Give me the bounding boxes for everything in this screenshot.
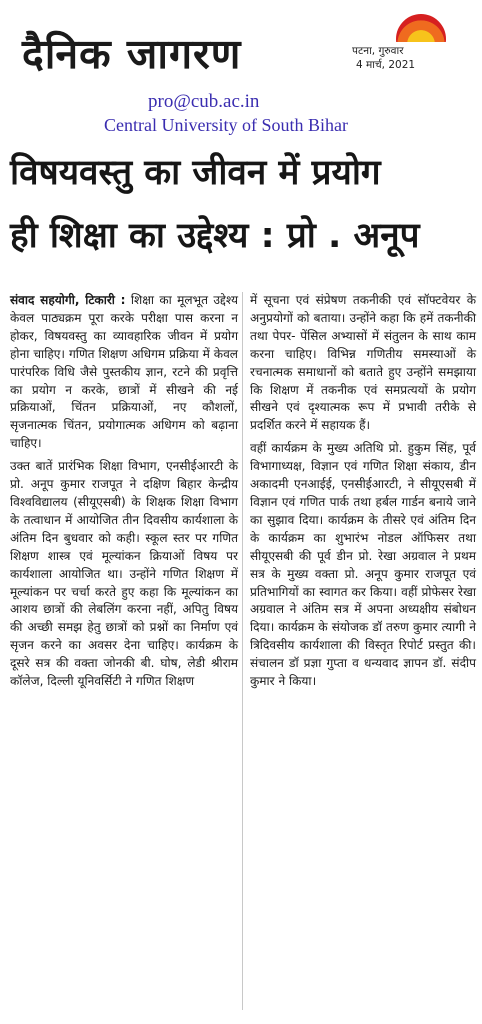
headline-line-1: विषयवस्तु का जीवन में प्रयोग (10, 153, 381, 193)
article-paragraph: वहीं कार्यक्रम के मुख्य अतिथि प्रो. हुकुम सिंह, पूर्व विभागाध्यक्ष, विज्ञान एवं गणित शिक्षा संकाय, डीन अकादमी एनआईई, एनसीईआरटी, ने सीयूएसबी में विज्ञान एवं गणित पार्क तथा हर्बल गार्डन बनाये जाने का सुझाव दिया। कार्यक्रम के तीसरे एवं अंतिम दिन के कार्यक्रम का शुभारंभ नोडल ऑफिसर तथा सीयूएसबी की पूर्व डीन प्रो. रेखा अग्रवाल ने प्रथम सत्र के मुख्य वक्ता प्रो. अनूप कुमार राजपूत एवं प्रतिभागियों का स्वागत कर किया। वहीं प्रोफेसर रेखा अग्रवाल ने अंतिम सत्र में अपना अध्यक्षीय संबोधन दिया। कार्यक्रम के संयोजक डॉ तरुण कुमार त्यागी ने त्रिदिवसीय कार्यशाला की विस्तृत रिपोर्ट प्रस्तुत की। संचालन डॉ प्रज्ञा गुप्ता व धन्यवाद ज्ञापन डॉ. संदीप कुमार ने किया। (250, 441, 476, 689)
annotation-email: pro@cub.ac.in (148, 91, 260, 112)
byline: संवाद सहयोगी, टिकारी : (10, 293, 126, 307)
headline-line-2: ही शिक्षा का उद्देश्य : प्रो . अनूप (10, 216, 420, 256)
article-column-left (10, 292, 238, 696)
article-paragraph (10, 292, 238, 453)
jagran-sun-logo-icon (392, 10, 450, 42)
paragraph-text: शिक्षा का मूलभूत उद्देश्य केवल पाठ्यक्रम पूरा करके परीक्षा पास करना न होकर, विषयवस्तु का व्यावहारिक जीवन में प्रयोग होना चाहिए। गणित शिक्षण अधिगम प्रक्रिया में केवल पारंपरिक विधि जैसे पुस्तकीय ज्ञान, रटने की प्रवृत्ति का प्रयोग न करके, छात्रों में सीखने की नई प्रक्रियाओं, चिंतन प्रक्रियाओं, नए कौशलों, सृजनात्मक चिंतन, प्रयोगात्मक अधिगम को बढ़ाना चाहिए। (10, 293, 238, 451)
dateline (350, 44, 460, 72)
column-divider (242, 292, 243, 1010)
annotation-university: Central University of South Bihar (104, 115, 348, 135)
article-column-right (250, 292, 476, 696)
date-value: 4 मार्च, 2021 (356, 59, 416, 71)
masthead (0, 0, 482, 86)
article-paragraph: उक्त बातें प्रारंभिक शिक्षा विभाग, एनसीईआरटी के प्रो. अनूप कुमार राजपूत ने दक्षिण बिहार केन्द्रीय विश्वविद्यालय (सीयूएसबी) के शिक्षक शिक्षा विभाग के तत्वाधान में आयोजित तीन दिवसीय कार्यशाला के अंतिम दिन बुधवार को कही। स्कूल स्तर पर गणित शिक्षण शास्त्र एवं मूल्यांकन क्रियाओं विषय पर कार्यशाला आयोजित था। उन्होंने गणित शिक्षण में मूल्यांकन पर चर्चा करते हुए कहा कि मूल्यांकन का आशय छात्रों की लेबलिंग करना नहीं, अपितु विषय की अच्छी समझ हेतु छात्रों को प्रश्नों का निर्माण एवं सृजन करने का अवसर देना चाहिए। कार्यक्रम के दूसरे सत्र की वक्ता जोनकी बी. घोष, लेडी श्रीराम कॉलेज, दिल्ली यूनिवर्सिटी ने गणित शिक्षण (10, 459, 238, 689)
date-city-day: पटना, गुरुवार (352, 45, 404, 57)
article-paragraph: में सूचना एवं संप्रेषण तकनीकी एवं सॉफ्टवेयर के अनुप्रयोगों को बताया। उन्होंने कहा कि हमें तकनीकी तथा पेपर- पेंसिल अभ्यासों में संतुलन के साथ काम करना चाहिए। विभिन्न गणितीय समस्याओं के रचनात्मक समाधानों को बताते हुए उन्होंने समझाया कि शिक्षण में तकनीक एवं समप्रत्ययों के प्रयोग सीखने एवं दृश्यात्मक रूप में प्रभावी तरीके से प्रदर्शित करने में सहायक हैं। (250, 293, 476, 433)
newspaper-name: दैनिक जागरण (22, 30, 242, 78)
